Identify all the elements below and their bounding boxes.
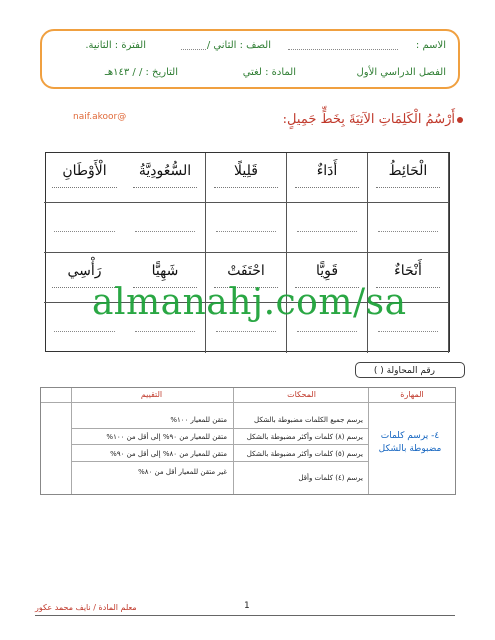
word-text: قَوِيًّا <box>315 263 339 279</box>
period-label: الفترة : الثانية. <box>85 40 146 51</box>
word-cell <box>44 153 125 203</box>
rubric-divider <box>71 388 72 494</box>
instruction-text: أَرْسُمُ الْكَلِمَاتِ الآتِيَةَ بِخَطٍّ جَمِيلٍ: <box>282 112 455 127</box>
word-text: أَدَاءٌ <box>316 163 338 179</box>
writing-cell[interactable] <box>44 203 125 253</box>
rubric-header-skill: المهارة <box>400 390 424 399</box>
writing-cell[interactable] <box>206 203 287 253</box>
writing-line <box>54 231 115 232</box>
date-label: التاريخ : / / ١٤٣هـ <box>104 67 178 78</box>
word-underline <box>295 187 359 188</box>
word-text: السُّعُودِيَّةُ <box>138 163 192 179</box>
word-text: قَلِيلًا <box>234 163 258 179</box>
rubric-header-evaluation: التقييم <box>140 390 163 399</box>
word-cell <box>206 153 287 203</box>
writing-line <box>378 231 438 232</box>
word-cell <box>368 153 449 203</box>
bullet-icon <box>457 117 463 123</box>
word-cell <box>287 153 368 203</box>
word-text: شَهِيًّا <box>151 263 179 279</box>
rubric-divider <box>71 428 369 429</box>
word-text: احْتَفَتْ <box>227 263 265 279</box>
rubric-divider <box>71 444 369 445</box>
teacher-name: معلم المادة / نايف محمد عكور <box>35 603 137 612</box>
student-info-card <box>40 29 460 89</box>
writing-line <box>216 331 276 332</box>
writing-line <box>135 231 195 232</box>
page-number: 1 <box>244 601 250 611</box>
author-handle: naif.akoor@ <box>73 112 127 122</box>
word-underline <box>52 187 117 188</box>
writing-cell[interactable] <box>125 203 206 253</box>
footer-divider <box>35 615 455 616</box>
word-cell <box>125 153 206 203</box>
writing-line <box>54 331 115 332</box>
writing-line <box>297 231 357 232</box>
rubric-table <box>40 387 456 495</box>
attempt-label: رقم المحاولة ( ) <box>373 366 435 376</box>
writing-cell[interactable] <box>287 203 368 253</box>
rubric-criterion: يرسم (٤) كلمات وأقل <box>298 474 363 482</box>
name-field-dots <box>288 41 398 50</box>
writing-line <box>378 331 438 332</box>
name-label: الاسم : <box>415 40 446 51</box>
word-text: أَنْحَاءٌ <box>394 263 422 279</box>
word-text: الْحَائِطُ <box>388 163 428 179</box>
writing-cell[interactable] <box>368 203 449 253</box>
rubric-evaluation: متقن للمعيار من ٨٠% إلى أقل من ٩٠% <box>110 450 227 458</box>
semester-label: الفصل الدراسي الأول <box>356 67 446 78</box>
rubric-criterion: يرسم جميع الكلمات مضبوطة بالشكل <box>254 416 363 424</box>
writing-line <box>297 331 357 332</box>
word-underline <box>214 187 278 188</box>
rubric-evaluation: متقن للمعيار من ٩٠% إلى أقل من ١٠٠% <box>106 433 227 441</box>
rubric-divider <box>41 402 455 403</box>
grade-field-dots <box>181 41 206 50</box>
rubric-evaluation: غير متقن للمعيار أقل من ٨٠% <box>138 468 227 476</box>
subject-label: المادة : لغتي <box>242 67 296 78</box>
rubric-criterion: يرسم (٨) كلمات وأكثر مضبوطة بالشكل <box>246 433 363 441</box>
rubric-header-criteria: المحكات <box>287 390 316 399</box>
rubric-divider <box>71 461 369 462</box>
word-text: رَأْسِي <box>67 263 102 279</box>
writing-line <box>216 231 276 232</box>
rubric-divider <box>233 388 234 494</box>
rubric-evaluation: متقن للمعيار ١٠٠% <box>170 416 227 424</box>
rubric-skill: ٤- يرسم كلمات مضبوطة بالشكل <box>378 431 442 454</box>
watermark-text: almanahj.com/sa <box>92 282 407 323</box>
rubric-divider <box>368 388 369 494</box>
rubric-criterion: يرسم (٥) كلمات وأكثر مضبوطة بالشكل <box>246 450 363 458</box>
word-text: الْأَوْطَانِ <box>62 163 107 179</box>
writing-line <box>135 331 195 332</box>
word-underline <box>376 187 440 188</box>
word-underline <box>133 187 197 188</box>
grade-label: الصف : الثاني / <box>206 40 271 51</box>
